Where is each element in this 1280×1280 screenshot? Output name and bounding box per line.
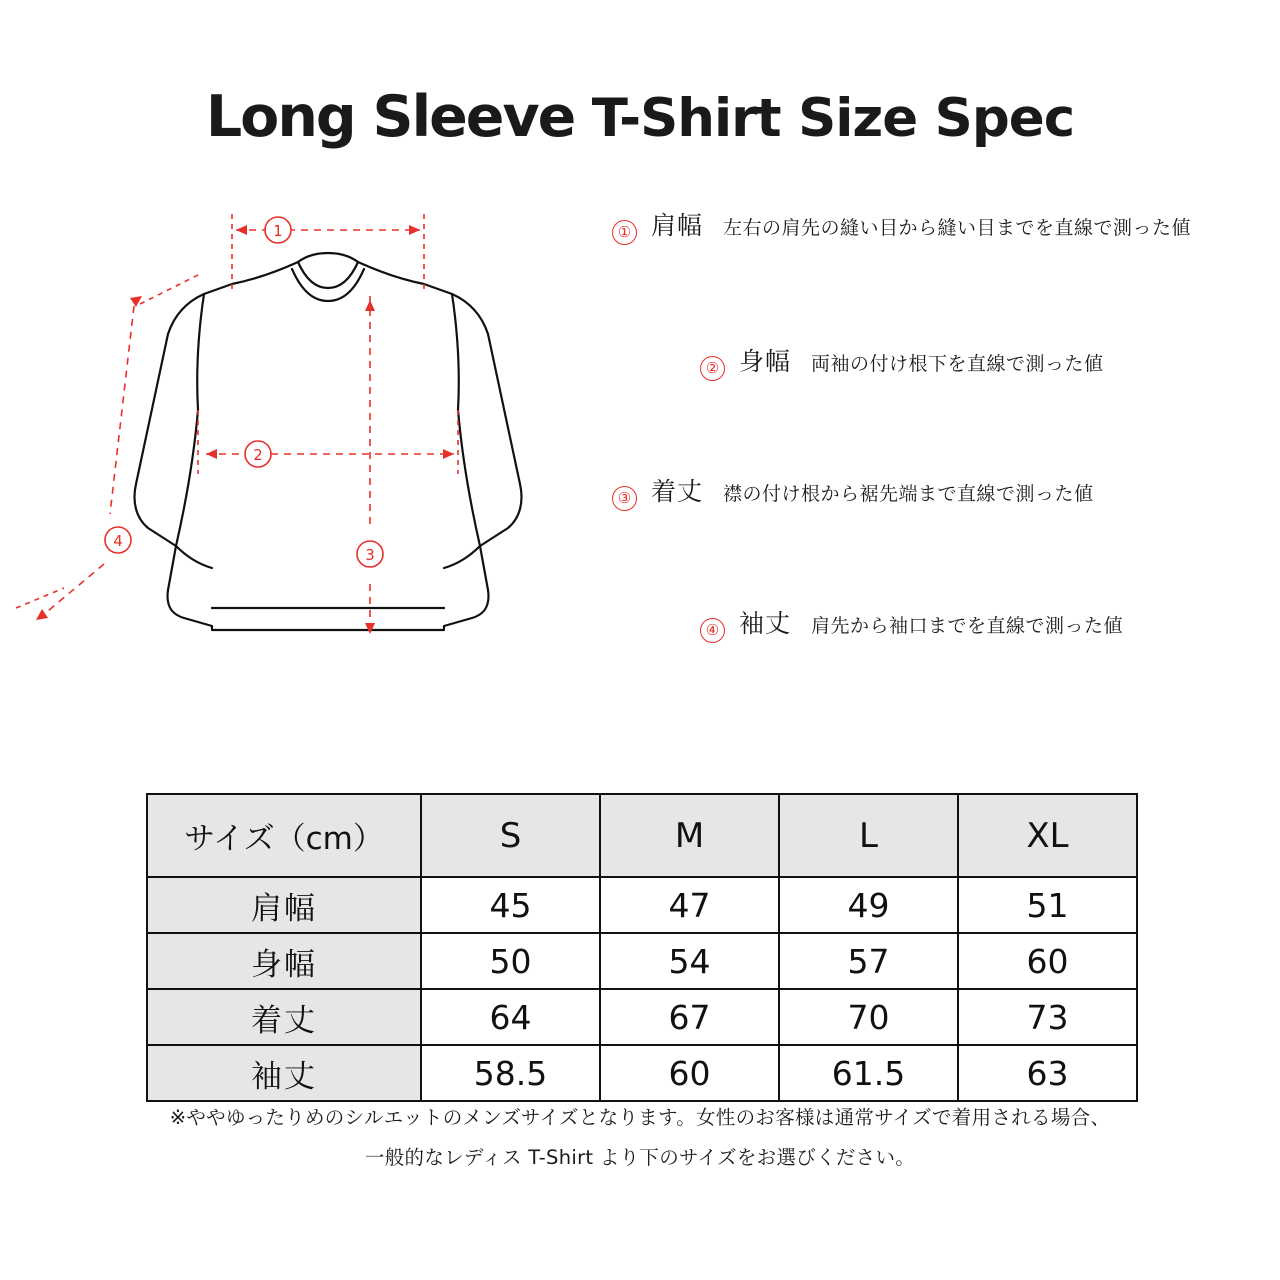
- cell-shoulder-m: 47: [600, 877, 779, 933]
- legend-desc: 両袖の付け根下を直線で測った値: [811, 353, 1104, 375]
- page-title-rest: T-Shirt Size Spec: [574, 88, 1075, 149]
- table-row: [147, 877, 1137, 933]
- marker-4-icon: ④: [700, 618, 725, 643]
- row-label-body-width: 身幅: [147, 933, 421, 989]
- legend-term: 身幅: [739, 347, 792, 376]
- legend-term: 着丈: [651, 477, 704, 506]
- legend-desc: 肩先から袖口までを直線で測った値: [811, 615, 1124, 637]
- marker-3-icon: ③: [612, 486, 637, 511]
- legend-term: 袖丈: [739, 609, 792, 638]
- legend-term: 肩幅: [651, 211, 704, 240]
- footnote: [0, 1098, 1280, 1178]
- page-title-strong: Long Sleeve: [205, 84, 575, 150]
- row-label-body-length: 着丈: [147, 989, 421, 1045]
- legend-item-body-width: [700, 342, 1104, 378]
- footnote-line-1: ※ややゆったりめのシルエットのメンズサイズとなります。女性のお客様は通常サイズで着用される場合、: [169, 1106, 1111, 1129]
- header-size-l: L: [779, 794, 958, 877]
- marker-2-icon: ②: [700, 356, 725, 381]
- cell-sleeve-xl: 63: [958, 1045, 1137, 1101]
- measurement-diagram: [0, 184, 1280, 704]
- svg-text:4: 4: [113, 532, 123, 550]
- cell-sleeve-l: 61.5: [779, 1045, 958, 1101]
- cell-bodywidth-s: 50: [421, 933, 600, 989]
- cell-shoulder-s: 45: [421, 877, 600, 933]
- row-label-shoulder-width: 肩幅: [147, 877, 421, 933]
- legend-item-shoulder-width: [612, 206, 1191, 242]
- size-table-wrap: [146, 793, 1136, 1102]
- header-size-label: サイズ（cm）: [147, 794, 421, 877]
- cell-shoulder-xl: 51: [958, 877, 1137, 933]
- page-title: [206, 84, 1074, 150]
- legend-desc: 襟の付け根から裾先端まで直線で測った値: [723, 483, 1094, 505]
- svg-text:3: 3: [365, 546, 375, 564]
- marker-1-icon: ①: [612, 220, 637, 245]
- title-bar: [0, 0, 1280, 150]
- footnote-line-2: 一般的なレディス T-Shirt より下のサイズをお選びください。: [364, 1146, 916, 1169]
- svg-text:2: 2: [253, 446, 263, 464]
- cell-shoulder-l: 49: [779, 877, 958, 933]
- cell-bodylength-l: 70: [779, 989, 958, 1045]
- legend-item-body-length: [612, 472, 1094, 508]
- svg-text:1: 1: [273, 222, 283, 240]
- cell-bodywidth-m: 54: [600, 933, 779, 989]
- cell-sleeve-m: 60: [600, 1045, 779, 1101]
- header-size-xl: XL: [958, 794, 1137, 877]
- table-row: [147, 933, 1137, 989]
- header-size-m: M: [600, 794, 779, 877]
- table-row: [147, 1045, 1137, 1101]
- cell-bodywidth-l: 57: [779, 933, 958, 989]
- table-header-row: [147, 794, 1137, 877]
- row-label-sleeve-length: 袖丈: [147, 1045, 421, 1101]
- legend-desc: 左右の肩先の縫い目から縫い目までを直線で測った値: [723, 217, 1192, 239]
- cell-bodylength-m: 67: [600, 989, 779, 1045]
- cell-bodywidth-xl: 60: [958, 933, 1137, 989]
- cell-sleeve-s: 58.5: [421, 1045, 600, 1101]
- cell-bodylength-xl: 73: [958, 989, 1137, 1045]
- size-table-body: [147, 877, 1137, 1101]
- cell-bodylength-s: 64: [421, 989, 600, 1045]
- table-row: [147, 989, 1137, 1045]
- header-size-s: S: [421, 794, 600, 877]
- legend-item-sleeve-length: [700, 604, 1123, 640]
- size-table-head: [147, 794, 1137, 877]
- size-table: [146, 793, 1138, 1102]
- garment-illustration: [0, 184, 620, 709]
